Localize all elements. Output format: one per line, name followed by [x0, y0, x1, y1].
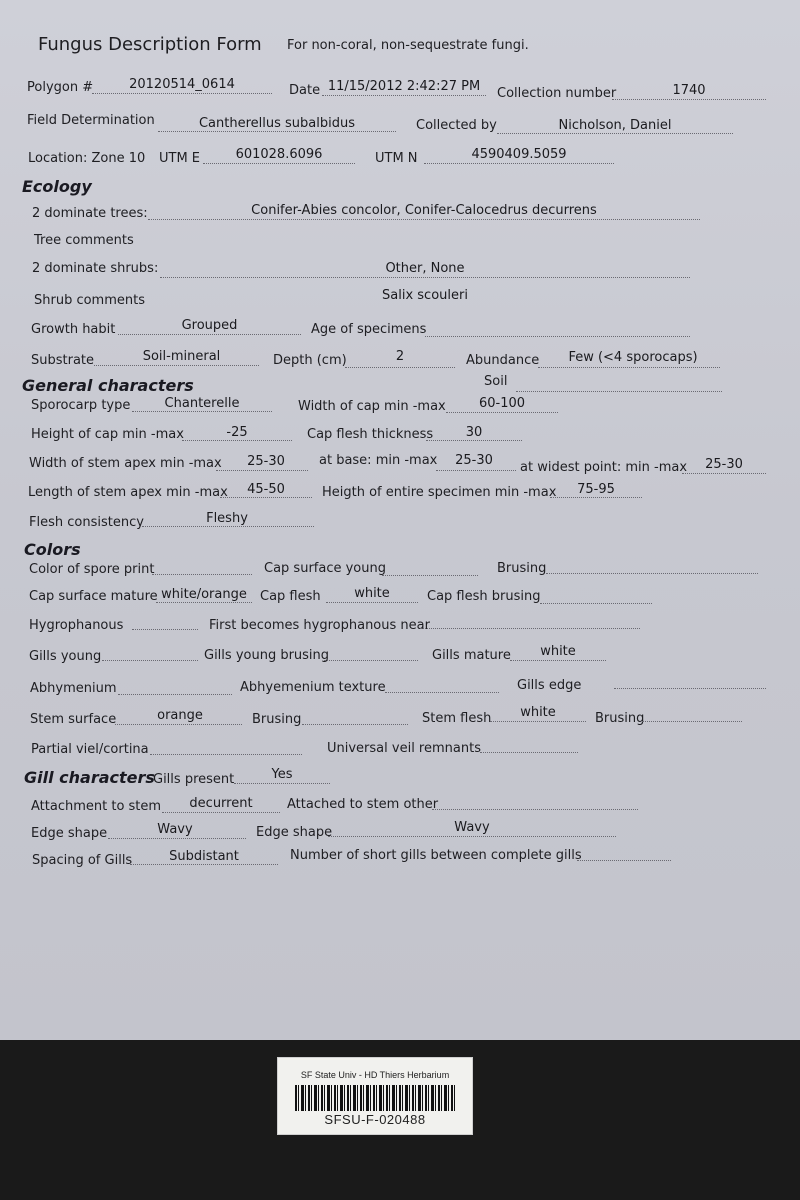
- utm-n-value: 4590409.5059: [471, 147, 567, 162]
- stem-length-label: Length of stem apex min -max: [28, 485, 228, 500]
- short-gills-label: Number of short gills between complete gills: [290, 848, 582, 863]
- location-label: Location: Zone 10: [28, 151, 146, 166]
- hygrophanous-line: [132, 629, 198, 630]
- gills-young-line: [102, 660, 198, 661]
- specimen-height-value: 75-95: [577, 482, 615, 497]
- substrate-value: Soil-mineral: [142, 349, 221, 364]
- cap-width-label: Width of cap min -max: [298, 399, 446, 414]
- universal-veil-line: [480, 752, 578, 753]
- growth-habit-label: Growth habit: [31, 322, 116, 337]
- stem-surface-label: Stem surface: [30, 712, 117, 727]
- spore-print-label: Color of spore print: [29, 562, 155, 577]
- spacing-label: Spacing of Gills: [32, 853, 133, 868]
- stem-flesh-label: Stem flesh: [422, 711, 492, 726]
- abhyemenium-texture-label: Abhyemenium texture: [240, 680, 386, 695]
- stem-flesh-brusing-label: Brusing: [595, 711, 645, 726]
- dominant-shrubs-label: 2 dominate shrubs:: [32, 261, 159, 276]
- edge-shape-line: [108, 838, 246, 839]
- utm-e-value: 601028.6096: [235, 147, 323, 162]
- flesh-consistency-label: Flesh consistency: [29, 515, 144, 530]
- dominant-shrubs-line: [160, 277, 690, 278]
- cap-flesh-thickness-value: 30: [465, 425, 483, 440]
- abundance-value: Few (<4 sporocaps): [568, 350, 698, 365]
- depth-label: Depth (cm): [273, 353, 347, 368]
- catalog-number: SFSU-F-020488: [324, 1112, 426, 1127]
- gills-mature-label: Gills mature: [432, 648, 511, 663]
- sporocarp-type-value: Chanterelle: [164, 396, 240, 411]
- cap-width-value: 60-100: [478, 396, 526, 411]
- stem-base-value: 25-30: [455, 453, 493, 468]
- gills-present-value: Yes: [271, 767, 293, 782]
- colors-heading: Colors: [24, 540, 81, 559]
- stem-base-label: at base: min -max: [319, 453, 438, 468]
- gills-young-brusing-label: Gills young brusing: [204, 648, 330, 663]
- edge-shape-2-label: Edge shape: [256, 825, 333, 840]
- collection-number-line: [612, 99, 766, 100]
- cap-height-value: -25: [226, 425, 248, 440]
- spacing-value: Subdistant: [169, 849, 239, 864]
- polygon-line: [92, 93, 272, 94]
- substrate-label: Substrate: [31, 353, 95, 368]
- substrate-line: [94, 365, 259, 366]
- stem-brusing-line: [302, 724, 408, 725]
- gills-present-label: Gills present: [153, 772, 235, 787]
- growth-habit-line: [118, 334, 301, 335]
- collected-by-value: Nicholson, Daniel: [558, 118, 672, 133]
- cap-young-label: Cap surface young: [264, 561, 386, 576]
- stem-flesh-brusing-line: [642, 721, 742, 722]
- hygrophanous-label: Hygrophanous: [29, 618, 124, 633]
- polygon-value: 20120514_0614: [129, 77, 235, 92]
- cap-width-line: [446, 412, 558, 413]
- abhyemenium-texture-line: [385, 692, 499, 693]
- edge-shape-label: Edge shape: [31, 826, 108, 841]
- stem-widest-value: 25-30: [705, 457, 743, 472]
- attachment-label: Attachment to stem: [31, 799, 162, 814]
- dominant-trees-line: [148, 219, 700, 220]
- polygon-label: Polygon #: [27, 80, 94, 95]
- edge-shape-2-line: [328, 836, 616, 837]
- general-heading: General characters: [22, 376, 194, 395]
- cap-mature-label: Cap surface mature: [29, 589, 158, 604]
- depth-line: [345, 367, 455, 368]
- dominant-trees-label: 2 dominate trees:: [32, 206, 148, 221]
- hygrophanous-near-line: [420, 628, 640, 629]
- stem-surface-value: orange: [157, 708, 203, 723]
- cap-mature-value: white/orange: [161, 587, 247, 602]
- form-title: Fungus Description Form: [38, 34, 262, 55]
- stem-length-value: 45-50: [247, 482, 285, 497]
- gills-present-line: [234, 783, 330, 784]
- utm-n-line: [424, 163, 614, 164]
- sporocarp-type-label: Sporocarp type: [31, 398, 131, 413]
- cap-height-label: Height of cap min -max: [31, 427, 184, 442]
- date-value: 11/15/2012 2:42:27 PM: [327, 79, 481, 94]
- stem-surface-line: [115, 724, 242, 725]
- soil-value: Soil: [484, 374, 508, 389]
- utm-n-label: UTM N: [375, 151, 418, 166]
- gills-edge-label: Gills edge: [517, 678, 582, 693]
- age-label: Age of specimens: [311, 322, 427, 337]
- attached-other-line: [432, 809, 638, 810]
- stem-apex-width-value: 25-30: [247, 454, 285, 469]
- herbarium-name: SF State Univ - HD Thiers Herbarium: [300, 1070, 450, 1080]
- gills-young-brusing-line: [324, 660, 418, 661]
- stem-apex-width-line: [216, 470, 308, 471]
- partial-veil-label: Partial viel/cortina: [31, 742, 149, 757]
- universal-veil-label: Universal veil remnants: [327, 741, 481, 756]
- date-label: Date: [289, 83, 321, 98]
- stem-flesh-value: white: [520, 705, 556, 720]
- gills-young-label: Gills young: [29, 649, 102, 664]
- brusing-line: [546, 573, 758, 574]
- dominant-shrubs-value: Other, None: [385, 261, 465, 276]
- attached-other-label: Attached to stem other: [287, 797, 439, 812]
- depth-value: 2: [395, 349, 405, 364]
- cap-flesh-thickness-label: Cap flesh thickness: [307, 427, 434, 442]
- gills-edge-line: [614, 688, 766, 689]
- edge-shape-value: Wavy: [157, 822, 193, 837]
- cap-young-line: [382, 575, 478, 576]
- gills-mature-line: [510, 660, 606, 661]
- flesh-consistency-value: Fleshy: [206, 511, 248, 526]
- spore-print-line: [152, 574, 252, 575]
- stem-base-line: [436, 470, 516, 471]
- form-subtitle: For non-coral, non-sequestrate fungi.: [287, 38, 529, 53]
- utm-e-line: [203, 163, 355, 164]
- barcode-icon: [295, 1085, 455, 1111]
- edge-shape-2-value: Wavy: [454, 820, 490, 835]
- collected-by-label: Collected by: [416, 118, 497, 133]
- growth-habit-value: Grouped: [181, 318, 238, 333]
- field-determination-label: Field Determination: [27, 113, 155, 128]
- date-line: [322, 95, 486, 96]
- stem-widest-label: at widest point: min -max: [520, 460, 688, 475]
- age-line: [425, 336, 690, 337]
- collection-number-label: Collection number: [497, 86, 617, 101]
- abhymenium-line: [118, 694, 232, 695]
- abundance-line: [538, 367, 720, 368]
- abhymenium-label: Abhymenium: [30, 681, 117, 696]
- stem-widest-line: [682, 473, 766, 474]
- gills-heading: Gill characters: [24, 768, 155, 787]
- brusing-label: Brusing: [497, 561, 547, 576]
- specimen-height-label: Heigth of entire specimen min -max: [322, 485, 557, 500]
- partial-veil-line: [150, 754, 302, 755]
- cap-flesh-line: [326, 602, 418, 603]
- stem-apex-width-label: Width of stem apex min -max: [29, 456, 222, 471]
- cap-flesh-brusing-label: Cap flesh brusing: [427, 589, 541, 604]
- ecology-heading: Ecology: [22, 177, 92, 196]
- short-gills-line: [577, 860, 671, 861]
- attachment-value: decurrent: [189, 796, 253, 811]
- shrub-comments-value: Salix scouleri: [382, 288, 468, 303]
- tree-comments-label: Tree comments: [34, 233, 134, 248]
- cap-flesh-brusing-line: [540, 603, 652, 604]
- cap-flesh-label: Cap flesh: [260, 589, 321, 604]
- utm-e-label: UTM E: [159, 151, 201, 166]
- soil-line: [516, 391, 722, 392]
- shrub-comments-label: Shrub comments: [34, 293, 145, 308]
- collection-number-value: 1740: [672, 83, 706, 98]
- abundance-label: Abundance: [466, 353, 540, 368]
- field-determination-value: Cantherellus subalbidus: [198, 116, 355, 131]
- dominant-trees-value: Conifer-Abies concolor, Conifer-Calocedrus decurrens: [251, 203, 597, 218]
- specimen-barcode-label: [277, 1057, 473, 1135]
- cap-flesh-value: white: [354, 586, 390, 601]
- attachment-line: [162, 812, 280, 813]
- stem-flesh-line: [490, 721, 586, 722]
- hygrophanous-near-label: First becomes hygrophanous near: [209, 618, 430, 633]
- gills-mature-value: white: [540, 644, 576, 659]
- stem-brusing-label: Brusing: [252, 712, 302, 727]
